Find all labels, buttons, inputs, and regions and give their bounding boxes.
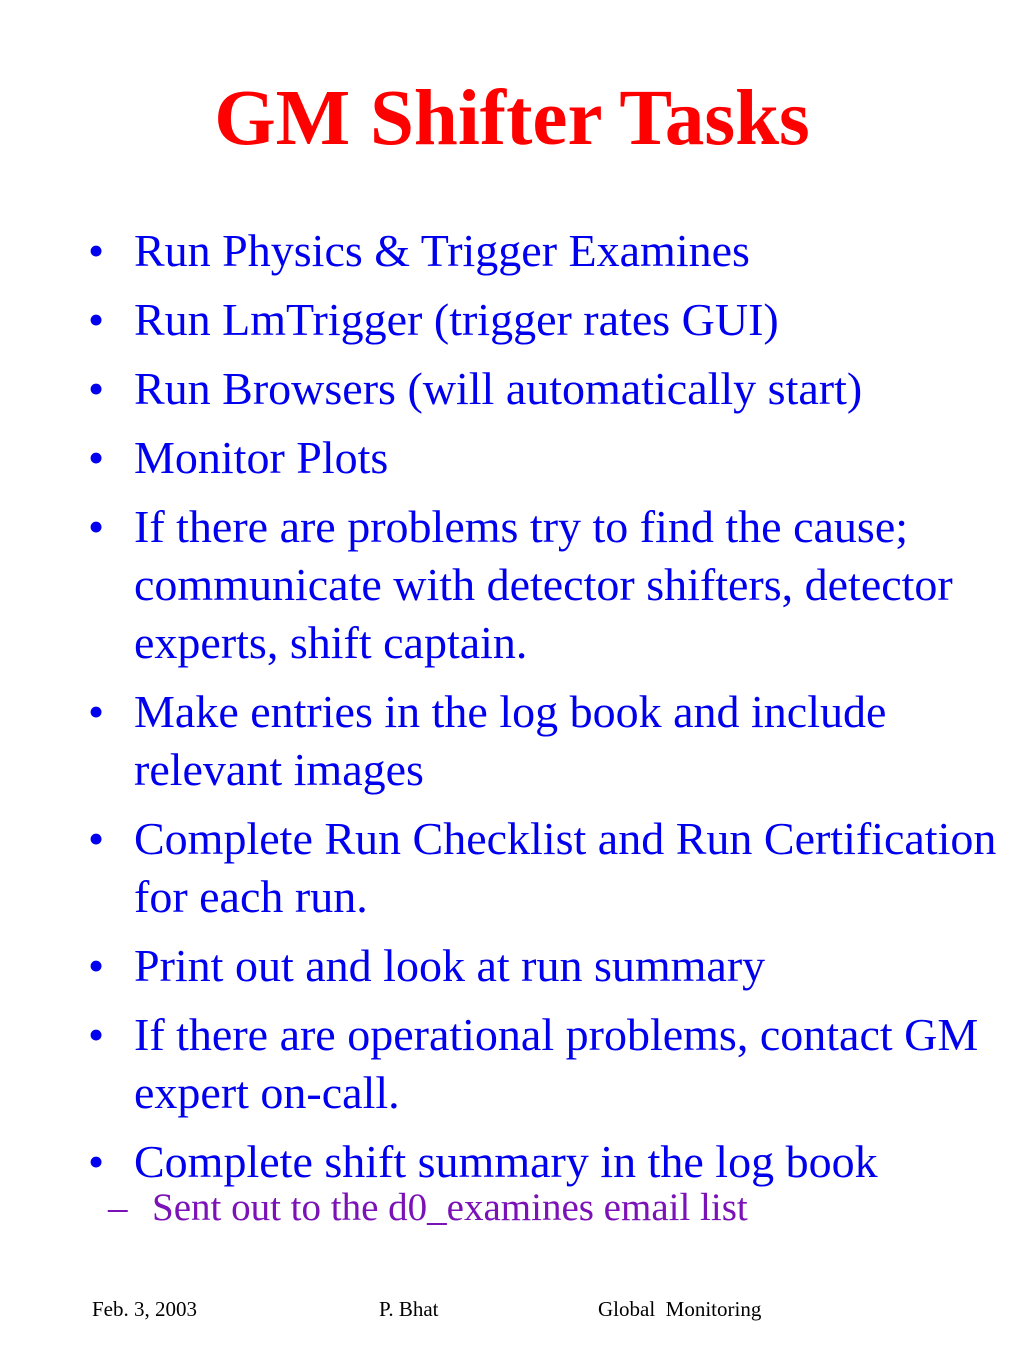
bullet-dot-icon: • xyxy=(88,1136,105,1187)
bullet-text: Complete Run Checklist and Run Certification for each run. xyxy=(134,813,997,922)
bullet-list xyxy=(82,222,1012,1233)
bullet-item xyxy=(82,937,1012,995)
sub-bullet-container xyxy=(82,1183,1012,1233)
sub-bullet-list xyxy=(82,1183,1012,1233)
bullet-text: Monitor Plots xyxy=(134,432,389,483)
bullet-text: Print out and look at run summary xyxy=(134,940,766,991)
bullet-text: Complete shift summary in the log book xyxy=(134,1136,878,1187)
bullet-item xyxy=(82,1006,1012,1122)
bullet-dot-icon: • xyxy=(88,294,105,345)
bullet-dot-icon: • xyxy=(88,686,105,737)
sub-bullet-text: Sent out to the d0_examines email list xyxy=(152,1186,748,1229)
bullet-dot-icon: • xyxy=(88,363,105,414)
footer-topic: Global Monitoring xyxy=(598,1297,762,1321)
bullet-item xyxy=(82,291,1012,349)
bullet-text: Run LmTrigger (trigger rates GUI) xyxy=(134,294,779,345)
bullet-item xyxy=(82,222,1012,280)
bullet-dot-icon: • xyxy=(88,940,105,991)
footer-date: Feb. 3, 2003 xyxy=(92,1297,197,1321)
bullet-text: If there are problems try to find the cause; communicate with detector shifters, detector experts, shift captain. xyxy=(134,501,953,668)
bullet-dot-icon: • xyxy=(88,813,105,864)
bullet-item xyxy=(82,429,1012,487)
bullet-text: If there are operational problems, contact GM expert on-call. xyxy=(134,1009,979,1118)
bullet-text: Run Browsers (will automatically start) xyxy=(134,363,863,414)
bullet-dot-icon: • xyxy=(88,1009,105,1060)
bullet-dot-icon: • xyxy=(88,501,105,552)
bullet-dot-icon: • xyxy=(88,225,105,276)
bullet-text: Run Physics & Trigger Examines xyxy=(134,225,750,276)
bullet-item xyxy=(82,683,1012,799)
bullet-text: Make entries in the log book and include relevant images xyxy=(134,686,887,795)
sub-bullet-item xyxy=(92,1183,1012,1233)
bullet-item xyxy=(82,498,1012,672)
footer-author: P. Bhat xyxy=(379,1297,439,1321)
dash-icon: – xyxy=(108,1186,128,1229)
bullet-item xyxy=(82,810,1012,926)
slide-title: GM Shifter Tasks xyxy=(214,75,810,162)
bullet-item xyxy=(82,360,1012,418)
bullet-dot-icon: • xyxy=(88,432,105,483)
